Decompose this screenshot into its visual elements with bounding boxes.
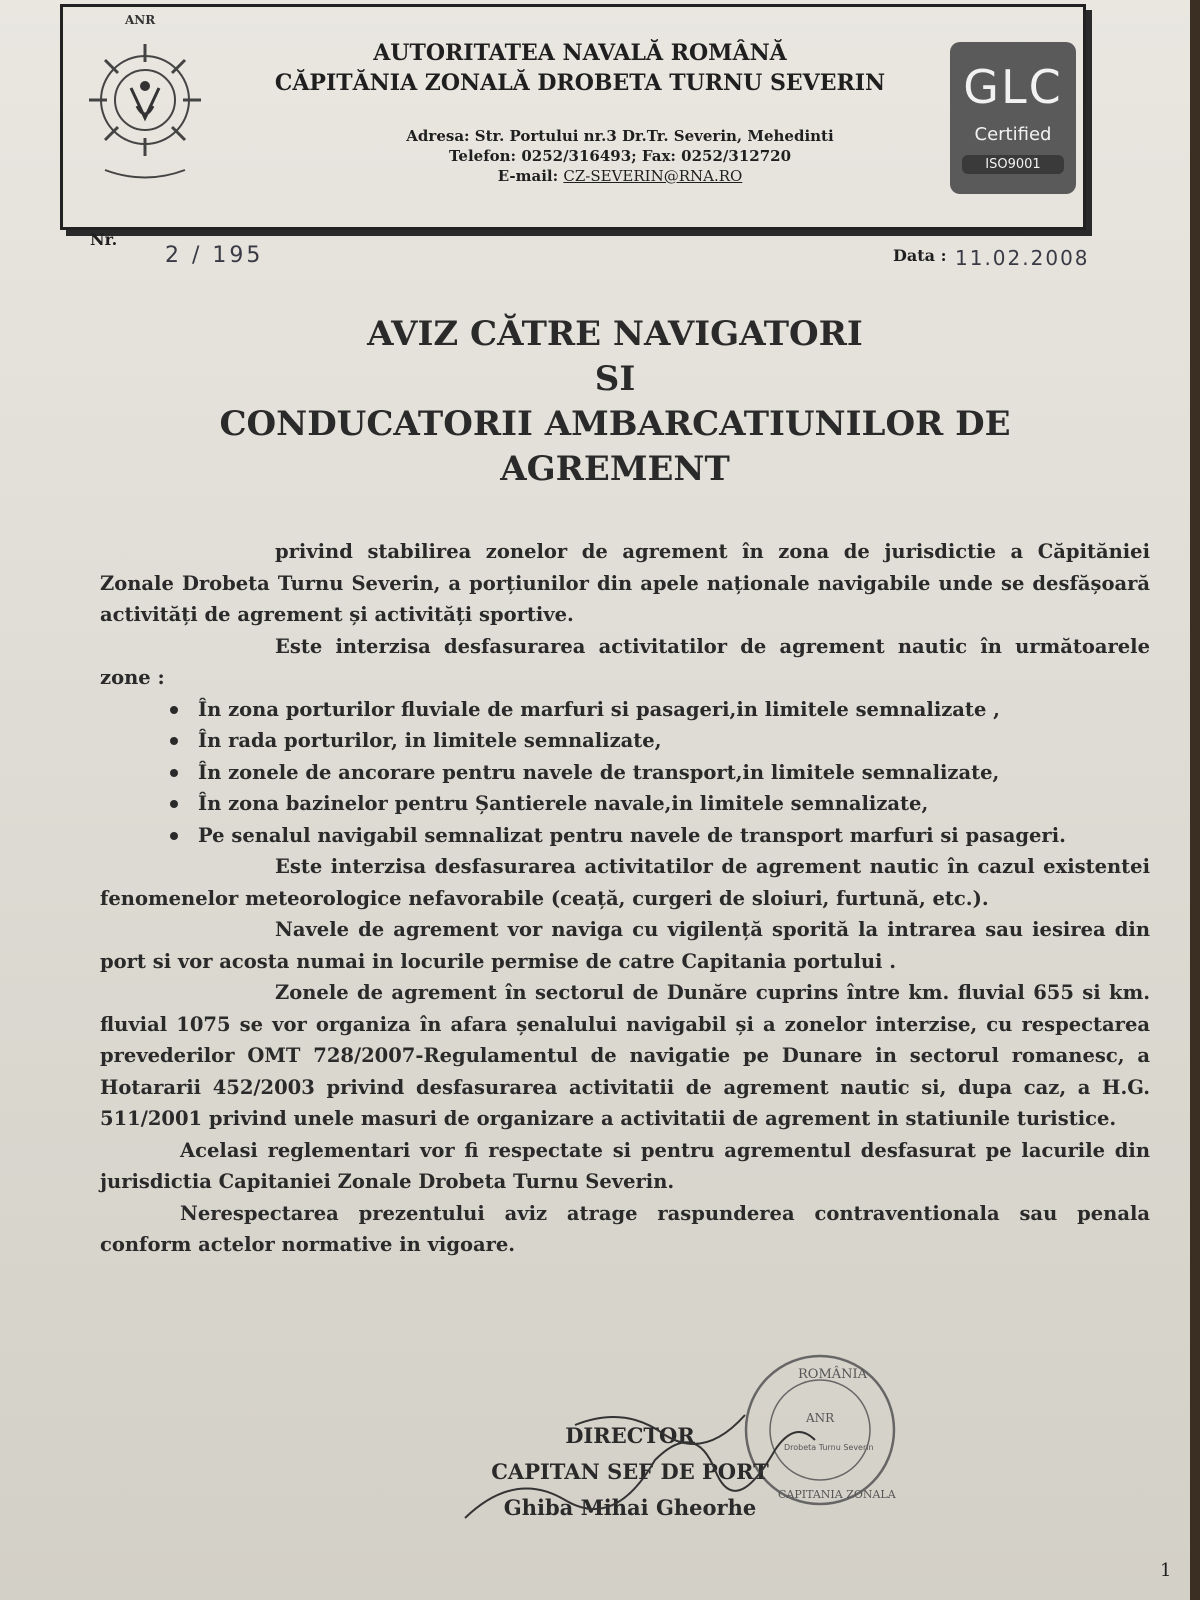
list-item: În zonele de ancorare pentru navele de transport,in limitele semnalizate, — [170, 757, 1150, 789]
title-line-3: CONDUCATORII AMBARCATIUNILOR DE — [219, 404, 1011, 444]
date-label: Data : — [893, 246, 947, 265]
glc-certified-badge — [950, 42, 1076, 194]
bullet-icon — [170, 706, 178, 714]
email-label: E-mail: — [497, 167, 564, 185]
signatory-name: Ghiba Mihai Gheorhe — [503, 1495, 757, 1520]
address-line: Adresa: Str. Portului nr.3 Dr.Tr. Severin, Mehedinti — [406, 127, 834, 145]
prohibition-intro: Este interzisa desfasurarea activitatilor de agrement nautic în următoarele zone : — [100, 634, 1150, 689]
iso-label: ISO9001 — [962, 155, 1064, 174]
contact-block — [250, 126, 990, 186]
title-line-2: SI — [594, 359, 636, 399]
anr-emblem-icon — [85, 10, 205, 190]
bullet-icon — [170, 737, 178, 745]
bullet-icon — [170, 832, 178, 840]
vigilance-paragraph: Navele de agrement vor naviga cu vigilență sporită la intrarea sau iesirea din port si vor acosta numai in locurile permise de catre Capitania portului . — [100, 918, 1150, 973]
signatory-role: DIRECTOR — [565, 1423, 695, 1448]
danube-paragraph: Zonele de agrement în sectorul de Dunăre cuprins între km. fluvial 655 si km. fluvial 1075 se vor organiza în afara șenalului navigabil și a zonelor interzise, cu respectarea prevederilor OMT 728/2007-Regulamentul de navigatie pe Dunare in sectorul romanesc, a Hotararii 452/2003 privind desfasurarea activitatii de agrement nautic si, dupa caz, a H.G. 511/2001 privind unele masuri de organizare a activitatii de agrement in statiunile turistice. — [100, 981, 1150, 1130]
bullet-icon — [170, 769, 178, 777]
organization-title — [200, 38, 960, 98]
title-line-4: AGREMENT — [500, 449, 730, 489]
list-item: În zona porturilor fluviale de marfuri si pasageri,in limitele semnalizate , — [170, 694, 1150, 726]
signatory-title: CAPITAN SEF DE PORT — [491, 1459, 769, 1484]
notice-title — [180, 312, 1050, 492]
lakes-paragraph: Acelasi reglementari vor fi respectate si pentru agrementul desfasurat pe lacurile din jurisdictia Capitaniei Zonale Drobeta Turnu Severin. — [100, 1138, 1150, 1193]
penalty-paragraph: Nerespectarea prezentului aviz atrage raspunderea contraventionala sau penala conform actelor normative in vigoare. — [100, 1201, 1150, 1256]
handwritten-signature — [455, 1400, 825, 1540]
bullet-icon — [170, 800, 178, 808]
svg-text:ANR: ANR — [806, 1411, 835, 1425]
page-number: 1 — [1160, 1560, 1172, 1581]
svg-text:CAPITANIA ZONALA: CAPITANIA ZONALA — [778, 1488, 896, 1501]
list-item: În zona bazinelor pentru Șantierele navale,in limitele semnalizate, — [170, 788, 1150, 820]
org-subunit: CĂPITĂNIA ZONALĂ DROBETA TURNU SEVERIN — [274, 70, 886, 96]
list-item: Pe senalul navigabil semnalizat pentru navele de transport marfuri si pasageri. — [170, 820, 1150, 852]
org-name: AUTORITATEA NAVALĂ ROMÂNĂ — [373, 40, 787, 66]
weather-paragraph: Este interzisa desfasurarea activitatilor de agrement nautic în cazul existentei fenomenelor meteorologice nefavorabile (ceață, curgeri de sloiuri, furtună, etc.). — [100, 855, 1150, 910]
prohibited-zones-list — [100, 694, 1150, 852]
notice-body — [100, 536, 1150, 1261]
registration-number-label: Nr. — [90, 230, 118, 249]
glc-logo: GLC — [963, 60, 1063, 114]
list-item: În rada porturilor, in limitele semnalizate, — [170, 725, 1150, 757]
svg-text:ROMÂNIA: ROMÂNIA — [798, 1367, 868, 1382]
email-link[interactable]: CZ-SEVERIN@RNA.RO — [563, 167, 743, 185]
registration-number: 2 / 195 — [165, 243, 264, 268]
glc-certified-label: Certified — [974, 124, 1052, 145]
title-line-1: AVIZ CĂTRE NAVIGATORI — [367, 314, 863, 354]
email-line — [250, 166, 990, 186]
intro-paragraph: privind stabilirea zonelor de agrement în zona de jurisdictie a Căpităniei Zonale Drobeta Turnu Severin, a porțiunilor din apele naționale navigabile unde se desfășoară activități de agrement și activități sportive. — [100, 540, 1150, 626]
phone-line: Telefon: 0252/316493; Fax: 0252/312720 — [448, 147, 792, 165]
date-value: 11.02.2008 — [955, 246, 1090, 270]
svg-text:ANR: ANR — [125, 13, 156, 27]
svg-text:Drobeta Turnu Severin: Drobeta Turnu Severin — [784, 1443, 874, 1452]
